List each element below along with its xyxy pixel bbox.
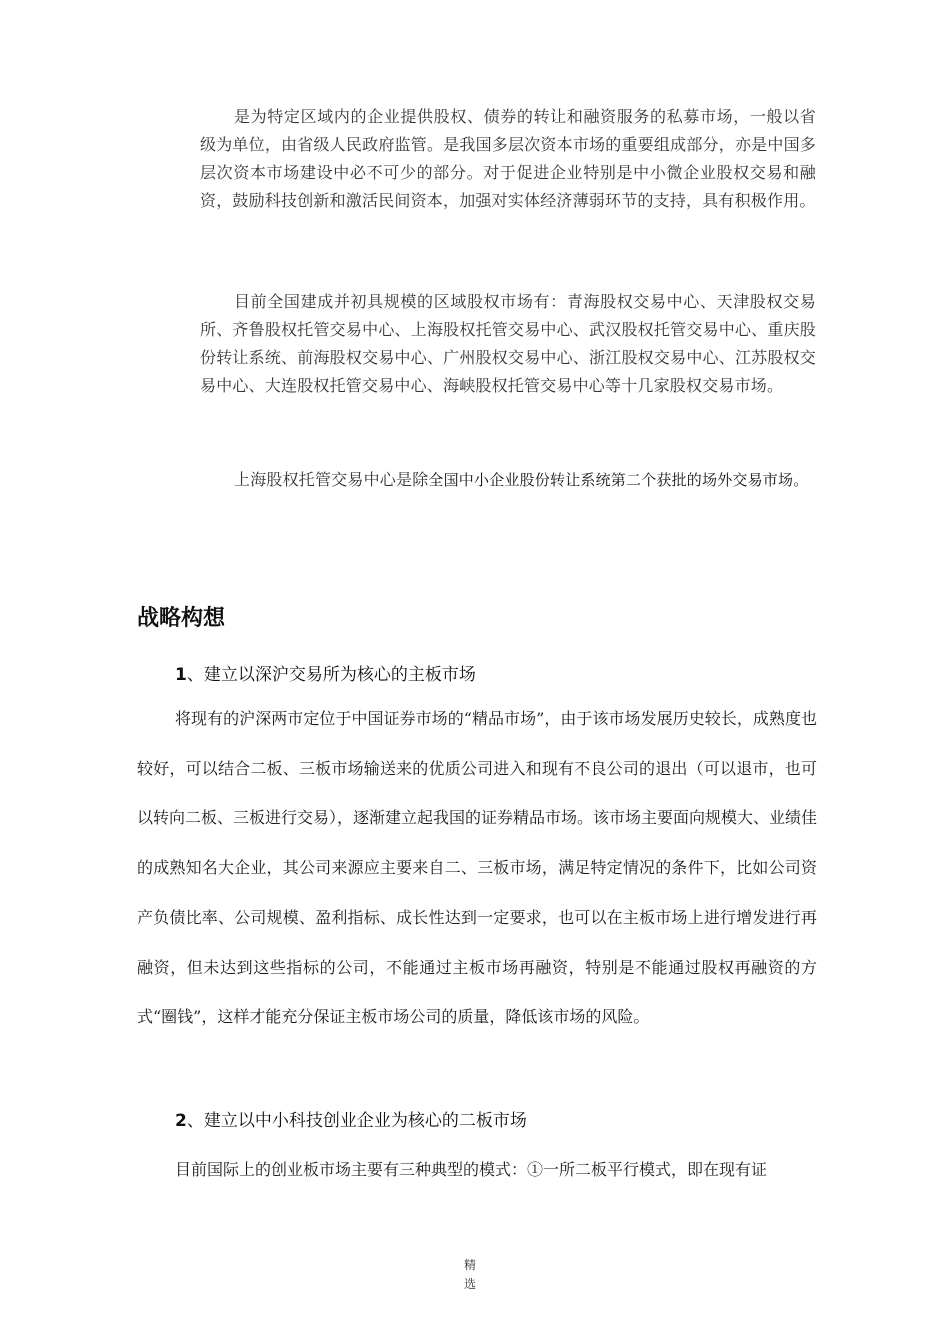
item-2-heading [175, 1107, 527, 1135]
intro-paragraph-3-rest: 全国中小企业股份转让系统第二个获批的场外交易市场。 [428, 471, 809, 489]
item-1-number: 1 [175, 665, 187, 685]
intro-paragraph-1: 是为特定区域内的企业提供股权、债券的转让和融资服务的私募市场，一般以省级为单位，由省级人民政府监管。是我国多层次资本市场的重要组成部分，亦是中国多层次资本市场建设中必不可少的部分。对于促进企业特别是中小微企业股权交易和融资，鼓励科技创新和激活民间资本，加强对实体经济薄弱环节的支持，具有积极作用。 [200, 107, 816, 210]
item-1-body: 将现有的沪深两市定位于中国证券市场的“精品市场”，由于该市场发展历史较长，成熟度也较好，可以结合二板、三板市场输送来的优质公司进入和现有不良公司的退出（可以退市，也可以转向二板、三板进行交易），逐渐建立起我国的证券精品市场。该市场主要面向规模大、业绩佳的成熟知名大企业，其公司来源应主要来自二、三板市场，满足特定情况的条件下，比如公司资产负债比率、公司规模、盈利指标、成长性达到一定要求，也可以在主板市场上进行增发进行再融资，但未达到这些指标的公司，不能通过主板市场再融资，特别是不能通过股权再融资的方式“圈钱”，这样才能充分保证主板市场公司的质量，降低该市场的风险。 [137, 709, 818, 1027]
item-2-title: 、建立以中小科技创业企业为核心的二板市场 [186, 1111, 527, 1131]
intro-paragraph-3 [200, 466, 816, 494]
intro-paragraph-2: 目前全国建成并初具规模的区域股权市场有：青海股权交易中心、天津股权交易所、齐鲁股权托管交易中心、上海股权托管交易中心、武汉股权托管交易中心、重庆股份转让系统、前海股权交易中心、广州股权交易中心、浙江股权交易中心、江苏股权交易中心、大连股权托管交易中心、海峡股权托管交易中心等十几家股权交易市场。 [200, 292, 816, 395]
item-2-body: 目前国际上的创业板市场主要有三种典型的模式：①一所二板平行模式，即在现有证 [175, 1160, 768, 1179]
footer-line-1: 精 [463, 1258, 476, 1272]
item-2-number: 2 [175, 1111, 187, 1131]
section-title: 战略构想 [137, 606, 226, 631]
intro-paragraph-3-lead: 上海股权托管交易中心是除 [234, 470, 429, 489]
item-1-title: 、建立以深沪交易所为核心的主板市场 [186, 665, 476, 685]
item-1-heading [175, 661, 476, 689]
page-footer [455, 1256, 485, 1294]
footer-line-2: 选 [463, 1277, 476, 1291]
